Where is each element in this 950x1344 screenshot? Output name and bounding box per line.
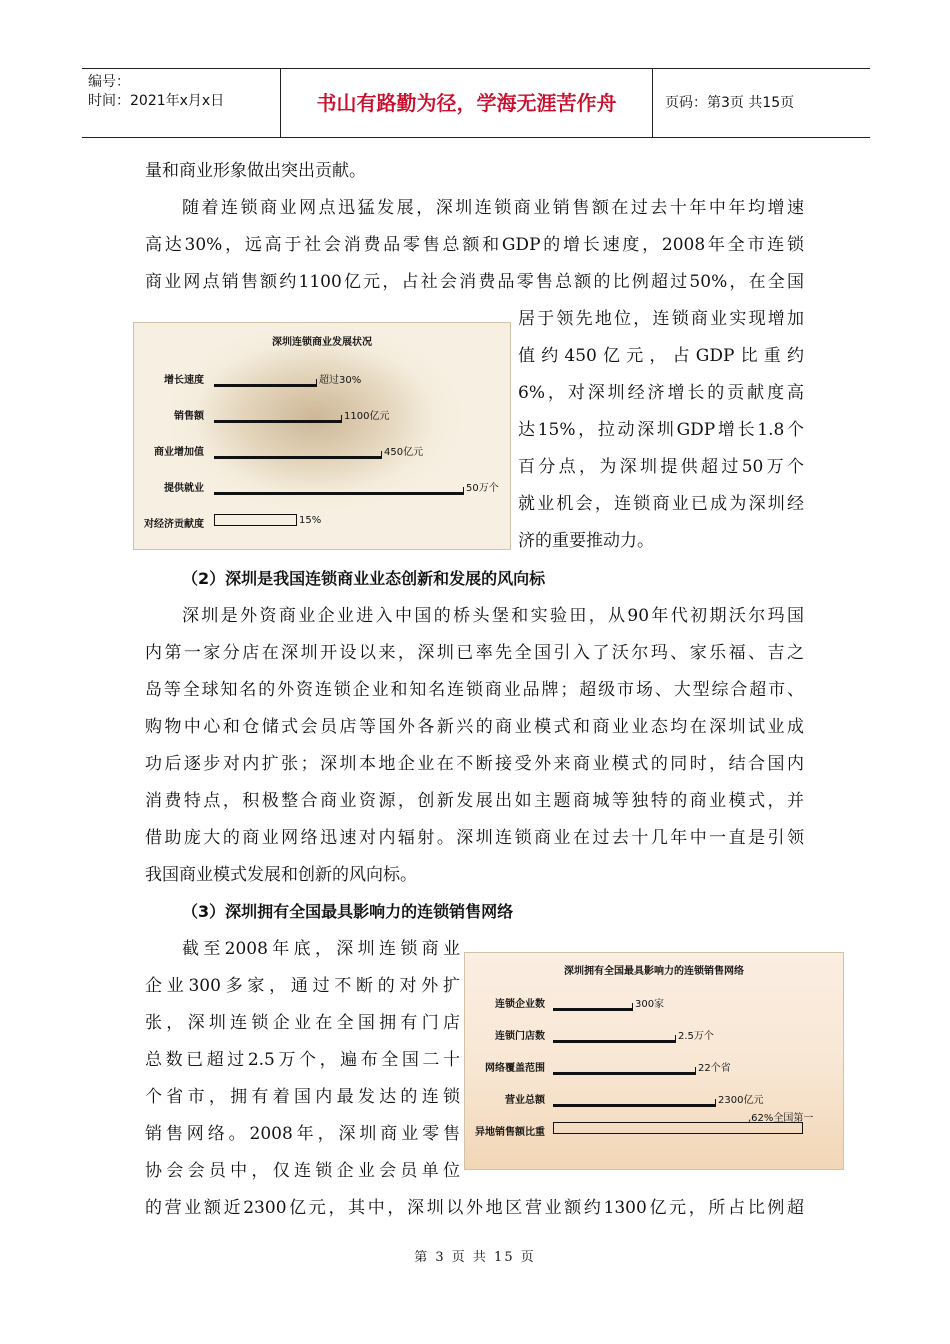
- chart-value-label: 22个省: [698, 1063, 731, 1074]
- section-heading: （3）深圳拥有全国最具影响力的连锁销售网络: [182, 902, 514, 921]
- page-footer: 第 3 页 共 15 页: [414, 1250, 536, 1265]
- body-text-line: 借助庞大的商业网络迅速对内辐射。深圳连锁商业在过去十几年中一直是引领: [145, 828, 804, 848]
- chart-bar: [553, 1035, 676, 1043]
- body-text-line: 高达30%，远高于社会消费品零售总额和GDP的增长速度，2008年全市连锁: [145, 235, 804, 255]
- chart-category-label: 连锁门店数: [495, 1031, 545, 1042]
- chart-value-label: 15%: [299, 515, 322, 526]
- chart-category-label: 网络覆盖范围: [485, 1063, 545, 1074]
- chart-title: 深圳连锁商业发展状况: [272, 337, 372, 348]
- header-motto: 书山有路勤为径，学海无涯苦作舟: [281, 69, 653, 137]
- chart-category-label: 异地销售额比重: [475, 1127, 545, 1138]
- body-text-line: 6%，对深圳经济增长的贡献度高: [518, 383, 804, 403]
- chart-value-label: 超过30%: [319, 375, 362, 386]
- body-text-line: 居于领先地位，连锁商业实现增加: [518, 309, 804, 329]
- body-text-line: 量和商业形象做出突出贡献。: [145, 161, 366, 181]
- chart-category-label: 商业增加值: [154, 447, 204, 458]
- header-meta: [82, 69, 281, 137]
- chart-value-label: 50万个: [466, 483, 499, 494]
- section-heading: （2）深圳是我国连锁商业业态创新和发展的风向标: [182, 569, 546, 588]
- chart-category-label: 销售额: [174, 411, 204, 422]
- chart-bar: [214, 415, 342, 423]
- header-number: 编号：: [88, 74, 130, 90]
- body-text-line: 功后逐步对内扩张；深圳本地企业在不断接受外来商业模式的同时，结合国内: [145, 754, 804, 774]
- chart-value-label: 450亿元: [384, 447, 424, 458]
- body-text-line: 张，深圳连锁企业在全国拥有门店: [145, 1013, 460, 1033]
- body-text-line: 百分点，为深圳提供超过50万个: [518, 457, 804, 477]
- body-text-line: 岛等全球知名的外资连锁企业和知名连锁商业品牌；超级市场、大型综合超市、: [145, 680, 804, 700]
- chart-bar: [553, 1099, 716, 1107]
- body-text-line: 企业300多家，通过不断的对外扩: [145, 976, 460, 996]
- body-text-line: 深圳是外资商业企业进入中国的桥头堡和实验田，从90年代初期沃尔玛国: [182, 606, 804, 626]
- body-text-line: 内第一家分店在深圳开设以来，深圳已率先全国引入了沃尔玛、家乐福、吉之: [145, 643, 804, 663]
- body-text-line: 截至2008年底，深圳连锁商业: [182, 939, 460, 959]
- chart-bar: [214, 487, 464, 495]
- body-text-line: 总数已超过2.5万个，遍布全国二十: [145, 1050, 460, 1070]
- body-text-line: 值约450亿元，占GDP比重约: [518, 346, 804, 366]
- body-text-line: 协会会员中，仅连锁企业会员单位: [145, 1161, 460, 1181]
- chart-bar: [214, 451, 382, 459]
- body-text-line: 达15%，拉动深圳GDP增长1.8个: [518, 420, 804, 440]
- header-page-number: 页码：第3页 共15页: [665, 95, 795, 111]
- chart-value-label: 1100亿元: [344, 411, 390, 422]
- body-text-line: 销售网络。2008年，深圳商业零售: [145, 1124, 460, 1144]
- chart-sales-network: [464, 952, 844, 1170]
- chart-value-label: 300家: [635, 999, 665, 1010]
- chart-value-label: 2300亿元: [718, 1095, 764, 1106]
- body-text-line: 就业机会，连锁商业已成为深圳经: [518, 494, 804, 514]
- chart-category-label: 对经济贡献度: [144, 519, 204, 530]
- chart-category-label: 提供就业: [164, 483, 204, 494]
- body-text-line: 个省市，拥有着国内最发达的连锁: [145, 1087, 460, 1107]
- body-text-line: 消费特点，积极整合商业资源，创新发展出如主题商城等独特的商业模式，并: [145, 791, 804, 811]
- chart-title: 深圳拥有全国最具影响力的连锁销售网络: [564, 966, 744, 977]
- chart-category-label: 连锁企业数: [495, 999, 545, 1010]
- body-text-line: 购物中心和仓储式会员店等国外各新兴的商业模式和商业业态均在深圳试业成: [145, 717, 804, 737]
- chart-category-label: 增长速度: [164, 375, 204, 386]
- chart-bar: [214, 379, 317, 387]
- body-text-line: 的营业额近2300亿元，其中，深圳以外地区营业额约1300亿元，所占比例超: [145, 1198, 804, 1218]
- chart-category-label: 营业总额: [505, 1095, 545, 1106]
- chart-development-status: [133, 322, 511, 550]
- header-time: 时间：2021年x月x日: [88, 93, 225, 109]
- chart-bar: [553, 1067, 696, 1075]
- chart-bar: [553, 1003, 633, 1011]
- chart-value-label: ,62%全国第一: [748, 1113, 814, 1124]
- page-header: [82, 68, 870, 138]
- body-text-line: 商业网点销售额约1100亿元，占社会消费品零售总额的比例超过50%，在全国: [145, 272, 804, 292]
- body-text-line: 济的重要推动力。: [518, 531, 654, 551]
- chart-bar: [214, 514, 297, 526]
- body-text-line: 我国商业模式发展和创新的风向标。: [145, 865, 417, 885]
- body-text-line: 随着连锁商业网点迅猛发展，深圳连锁商业销售额在过去十年中年均增速: [182, 198, 804, 218]
- chart-value-label: 2.5万个: [678, 1031, 714, 1042]
